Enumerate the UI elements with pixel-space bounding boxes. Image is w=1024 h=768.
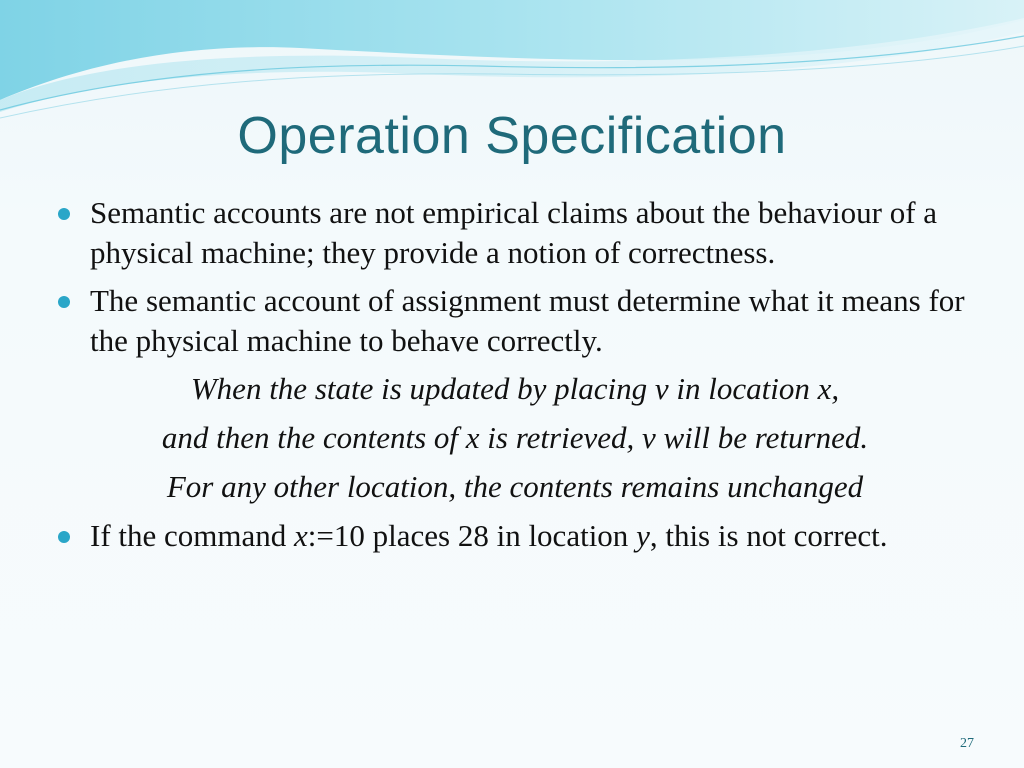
location-variable: y — [636, 518, 650, 553]
slide-title: Operation Specification — [237, 107, 787, 165]
bullet-dot-icon — [58, 531, 70, 543]
italic-statement-line: and then the contents of x is retrieved, v will be returned. — [161, 420, 869, 455]
bullet-dot-icon — [58, 208, 70, 220]
bullet-text-part: , this is not correct. — [649, 518, 888, 553]
bullet-dot-icon — [58, 296, 70, 308]
bullet-item — [55, 281, 975, 361]
bullet-text-part: If the command — [90, 518, 295, 553]
bullet-item — [55, 516, 975, 556]
italic-statement-line: For any other location, the contents remains unchanged — [166, 469, 864, 504]
page-number: 27 — [960, 736, 974, 751]
command-text: :=10 places 28 in location — [307, 518, 637, 553]
slide-body — [55, 193, 975, 564]
bullet-text: The semantic account of assignment must determine what it means for the physical machine to behave correctly. — [90, 283, 965, 358]
command-variable: x — [294, 518, 308, 553]
bullet-text: Semantic accounts are not empirical claims about the behaviour of a physical machine; they provide a notion of correctness. — [90, 195, 938, 270]
bullet-item — [55, 193, 975, 273]
italic-statement-line: When the state is updated by placing v in location x, — [190, 371, 840, 406]
